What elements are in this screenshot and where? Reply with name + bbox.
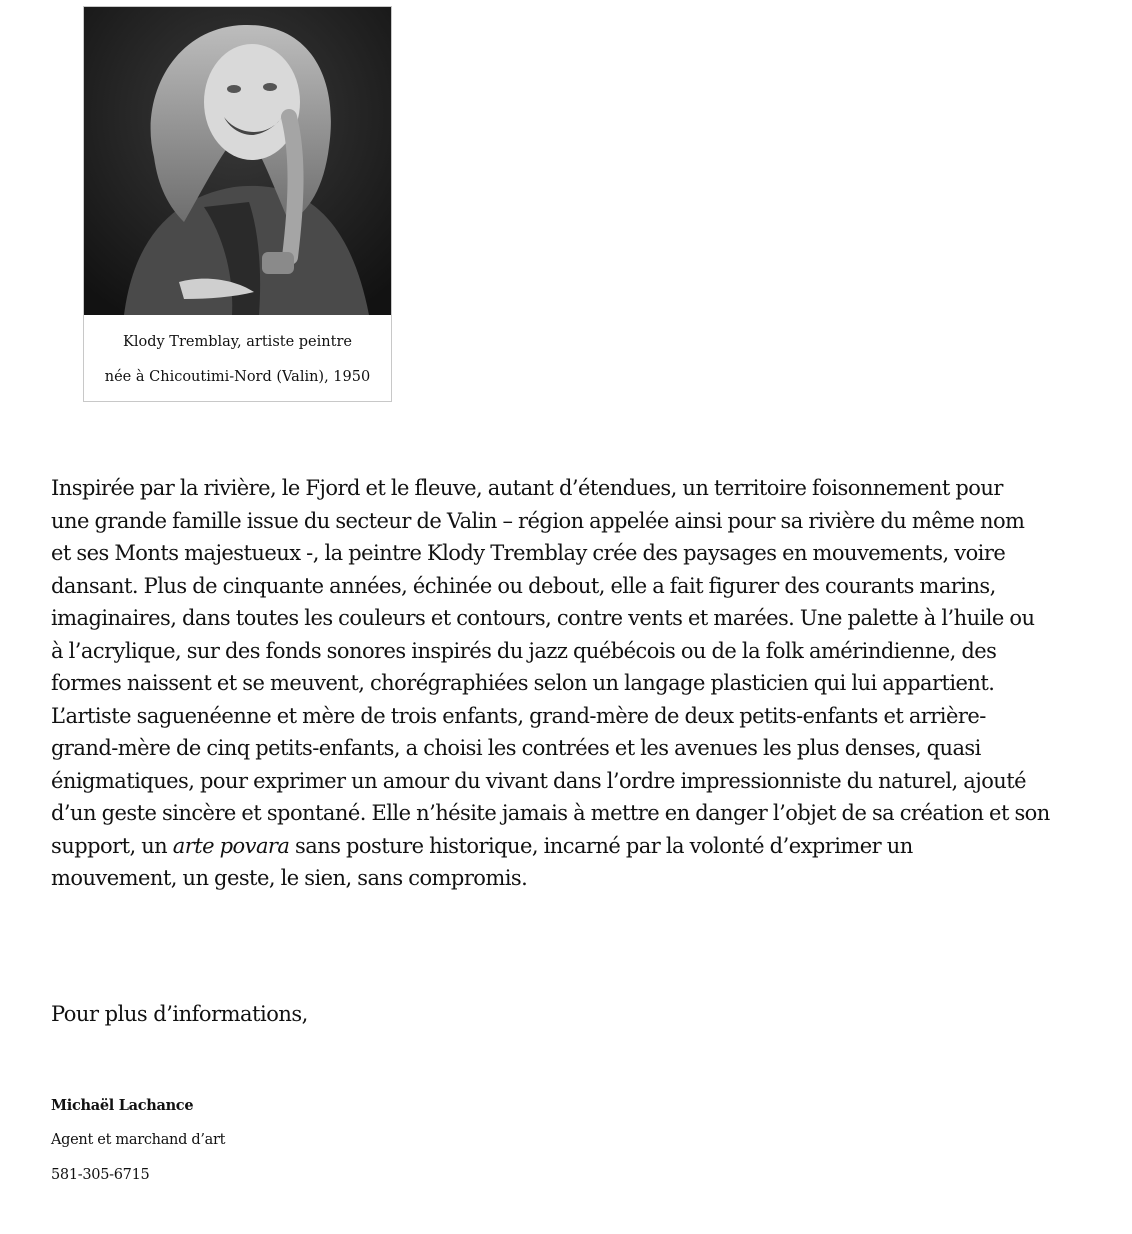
paragraph-line-italic-term	[51, 830, 1061, 863]
italic-term-arte-povara: arte povara	[172, 833, 290, 858]
caption-line-birth: née à Chicoutimi-Nord (Valin), 1950	[104, 369, 371, 385]
biography-paragraph	[51, 472, 1061, 895]
line-text-after: sans posture historique, incarné par la volonté d’exprimer un	[289, 833, 913, 858]
paragraph-line: mouvement, un geste, le sien, sans compromis.	[51, 866, 528, 890]
paragraph-line: énigmatiques, pour exprimer un amour du vivant dans l’ordre impressionniste du naturel, ajouté	[51, 768, 1027, 793]
paragraph-line: une grande famille issue du secteur de Valin – région appelée ainsi pour sa rivière du même nom	[51, 508, 1025, 533]
contact-phone: 581-305-6715	[51, 1167, 150, 1183]
contact-name: Michaël Lachance	[51, 1097, 194, 1114]
paragraph-line: imaginaires, dans toutes les couleurs et contours, contre vents et marées. Une palette à l’huile ou	[51, 606, 1035, 630]
contact-role: Agent et marchand d’art	[51, 1132, 226, 1148]
portrait-figure	[83, 6, 392, 402]
portrait-caption	[84, 325, 391, 395]
paragraph-line: à l’acrylique, sur des fonds sonores inspirés du jazz québécois ou de la folk amérindienne, des	[51, 638, 997, 663]
paragraph-line: grand-mère de cinq petits-enfants, a choisi les contrées et les avenues les plus denses, quasi	[51, 736, 981, 760]
paragraph-line: formes naissent et se meuvent, chorégraphiées selon un langage plasticien qui lui appartient.	[51, 671, 995, 695]
caption-line-name: Klody Tremblay, artiste peintre	[123, 334, 352, 350]
paragraph-line: et ses Monts majestueux -, la peintre Klody Tremblay crée des paysages en mouvements, voire	[51, 541, 1006, 565]
paragraph-line: L’artiste saguenéenne et mère de trois enfants, grand-mère de deux petits-enfants et arrière-	[51, 703, 986, 728]
line-text-before: support, un	[51, 833, 173, 858]
portrait-photo	[84, 7, 391, 315]
contact-block	[51, 1088, 225, 1193]
paragraph-line: dansant. Plus de cinquante années, échinée ou debout, elle a fait figurer des courants marins,	[51, 573, 996, 598]
paragraph-line: d’un geste sincère et spontané. Elle n’hésite jamais à mettre en danger l’objet de sa création et son	[51, 801, 1050, 825]
paragraph-line: Inspirée par la rivière, le Fjord et le fleuve, autant d’étendues, un territoire foisonnement pour	[51, 476, 1003, 500]
more-info-text: Pour plus d’informations,	[51, 1002, 308, 1026]
